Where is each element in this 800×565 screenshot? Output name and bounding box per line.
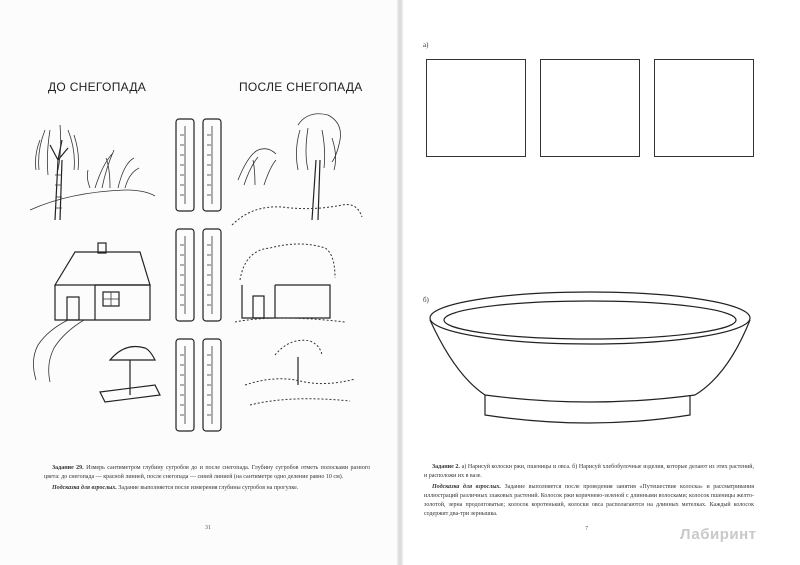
page-number-right: 7 [585, 526, 588, 532]
page-number-left: 31 [205, 525, 211, 531]
bowl-bottom-curve [485, 395, 695, 402]
heading-after-snowfall: ПОСЛЕ СНЕГОПАДА [239, 80, 363, 94]
bowl-sides [430, 320, 750, 395]
task-29-text: Измерь сантиметром глубину сугробов до и после снегопада. Глубину сугробов отметь полосками разного цвета: до снегопада — красной линией, после снегопада — синей линией (на сантиметре одно деление равно 10 см). [44, 465, 371, 480]
task-29-block [44, 464, 370, 495]
task-2-hint-text: Задание выполняется после проведения занятия «Путешествие колоска» и рассматривания иллюстраций различных злаковых растений. Колосок ржи коричнево-зеленой с длинными волосками; колосок пшеницы желто-золотой, зерна продолговатые; колосок коротенький, колоски овса располагаются на длинных метелках. Каждый колосок содержит два-три зернышка. [424, 484, 754, 517]
task-29-title: Задание 29. [52, 465, 84, 471]
task-29-hint-paragraph [44, 484, 370, 493]
task-29-hint-title: Подсказка для взрослых. [52, 485, 117, 491]
labirint-watermark: Лабиринт [680, 526, 757, 543]
bowl-rim-outer [430, 292, 750, 344]
task-2-paragraph [424, 463, 754, 481]
task-29-hint-text: Задание выполняется после измерения глубины сугробов на прогулке. [118, 485, 299, 491]
label-a: а) [423, 41, 429, 49]
label-b: б) [423, 296, 429, 304]
bowl-rim-inner [444, 301, 736, 339]
task-2-text: а) Нарисуй колоски ржи, пшеницы и овса. б) Нарисуй хлебобулочные изделия, которые делают из этих растений, и расположи их в вазе. [424, 464, 755, 479]
task-2-block [424, 463, 754, 521]
task-2-title: Задание 2. [432, 464, 460, 470]
task-2-hint-paragraph [424, 483, 754, 519]
heading-before-snowfall: ДО СНЕГОПАДА [48, 80, 147, 94]
task-29-paragraph [44, 464, 370, 482]
task-2-hint-title: Подсказка для взрослых. [432, 484, 501, 490]
